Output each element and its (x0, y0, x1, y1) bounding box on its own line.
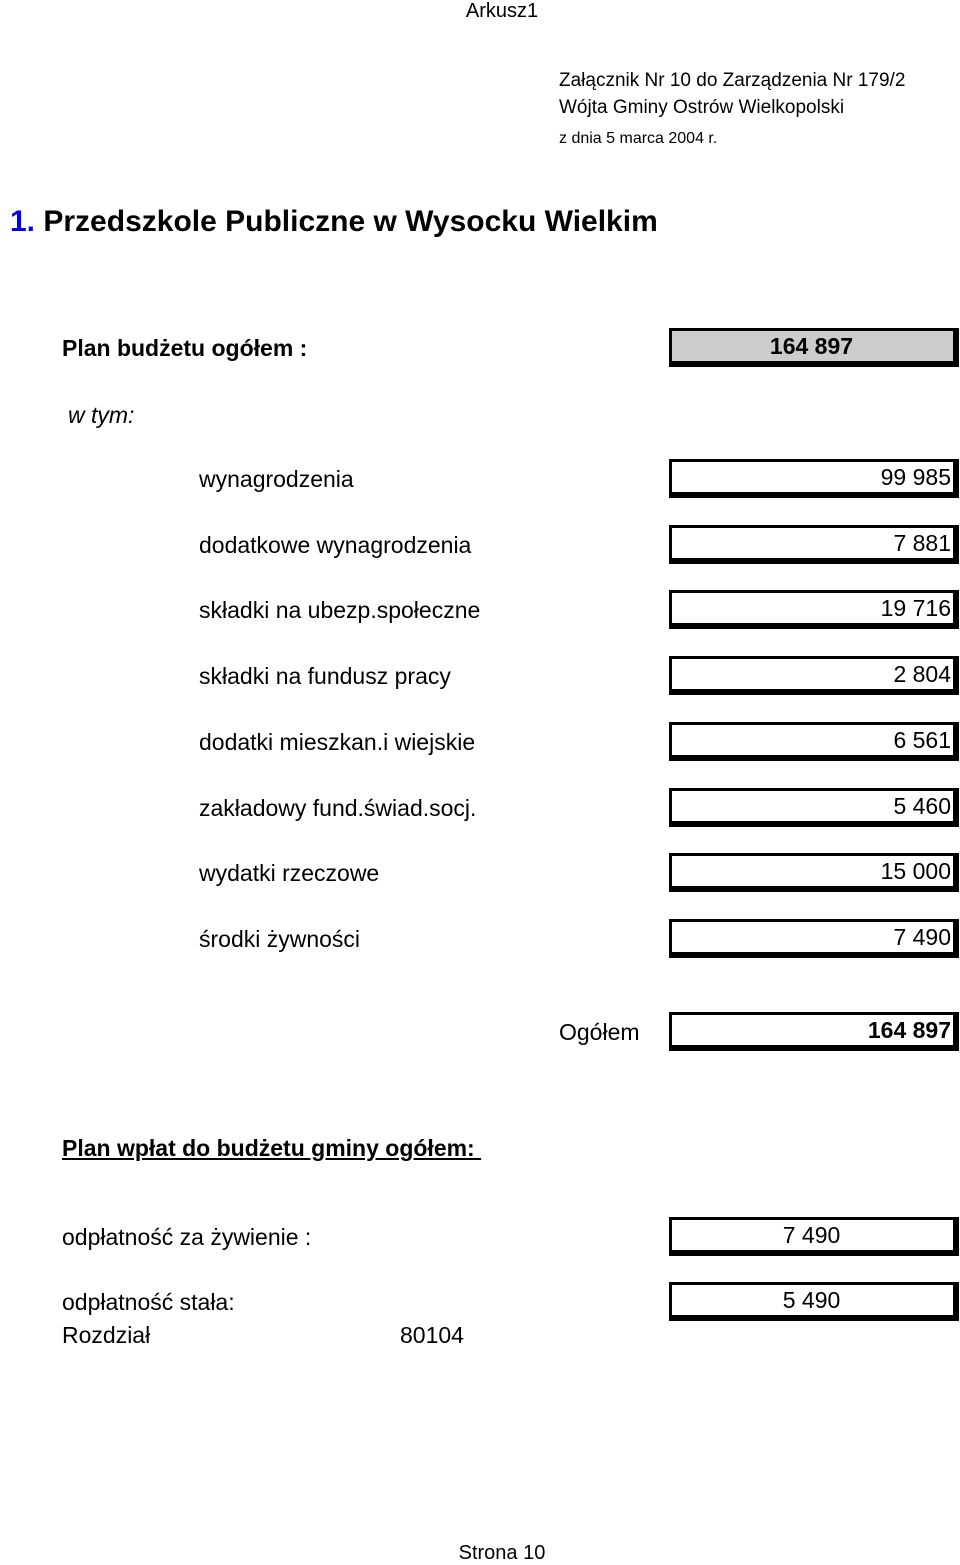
budget-total-value: 164 897 (769, 333, 854, 359)
item-value: 99 985 (880, 464, 951, 490)
sum-label: Ogółem (559, 1019, 640, 1045)
title-text: Przedszkole Publiczne w Wysocku Wielkim (43, 205, 658, 238)
budget-total-cell (669, 328, 959, 367)
sum-value: 164 897 (867, 1017, 951, 1043)
item-value: 15 000 (880, 858, 951, 884)
item-cell (669, 656, 959, 695)
payments-heading: Plan wpłat do budżetu gminy ogółem: (62, 1135, 482, 1161)
item-cell (669, 788, 959, 827)
item-label: wydatki rzeczowe (199, 860, 380, 886)
item-label: środki żywności (199, 926, 361, 952)
page-title (10, 205, 658, 239)
item-cell (669, 853, 959, 892)
attachment-line-3: z dnia 5 marca 2004 r. (559, 130, 718, 147)
item-value: 5 460 (893, 793, 951, 819)
payment-cell (669, 1282, 959, 1321)
attachment-line-1: Załącznik Nr 10 do Zarządzenia Nr 179/2 (559, 70, 906, 91)
item-cell (669, 525, 959, 564)
budget-total-label: Plan budżetu ogółem : (62, 335, 308, 361)
item-label: zakładowy fund.świad.socj. (199, 795, 477, 821)
item-cell (669, 722, 959, 761)
item-value: 7 490 (893, 924, 951, 950)
item-value: 2 804 (893, 661, 951, 687)
sum-cell (669, 1012, 959, 1051)
item-label: dodatkowe wynagrodzenia (199, 532, 472, 558)
item-label: dodatki mieszkan.i wiejskie (199, 729, 476, 755)
item-label: wynagrodzenia (199, 466, 354, 492)
payment-label: odpłatność za żywienie : (62, 1224, 312, 1250)
item-value: 7 881 (893, 530, 951, 556)
chapter-value: 80104 (400, 1322, 464, 1348)
title-number: 1. (10, 205, 36, 238)
sheet-name: Arkusz1 (465, 0, 539, 22)
item-cell (669, 919, 959, 958)
in-that-label: w tym: (68, 402, 135, 428)
payment-label: odpłatność stała: (62, 1289, 235, 1315)
page-footer: Strona 10 (458, 1542, 546, 1564)
payment-value: 5 490 (782, 1287, 841, 1313)
item-cell (669, 459, 959, 498)
item-label: składki na ubezp.społeczne (199, 597, 481, 623)
item-value: 19 716 (880, 595, 951, 621)
item-value: 6 561 (893, 727, 951, 753)
chapter-label: Rozdział (62, 1322, 151, 1348)
payment-value: 7 490 (782, 1222, 841, 1248)
attachment-line-2: Wójta Gminy Ostrów Wielkopolski (559, 97, 845, 118)
item-cell (669, 590, 959, 629)
item-label: składki na fundusz pracy (199, 663, 451, 689)
payment-cell (669, 1217, 959, 1256)
